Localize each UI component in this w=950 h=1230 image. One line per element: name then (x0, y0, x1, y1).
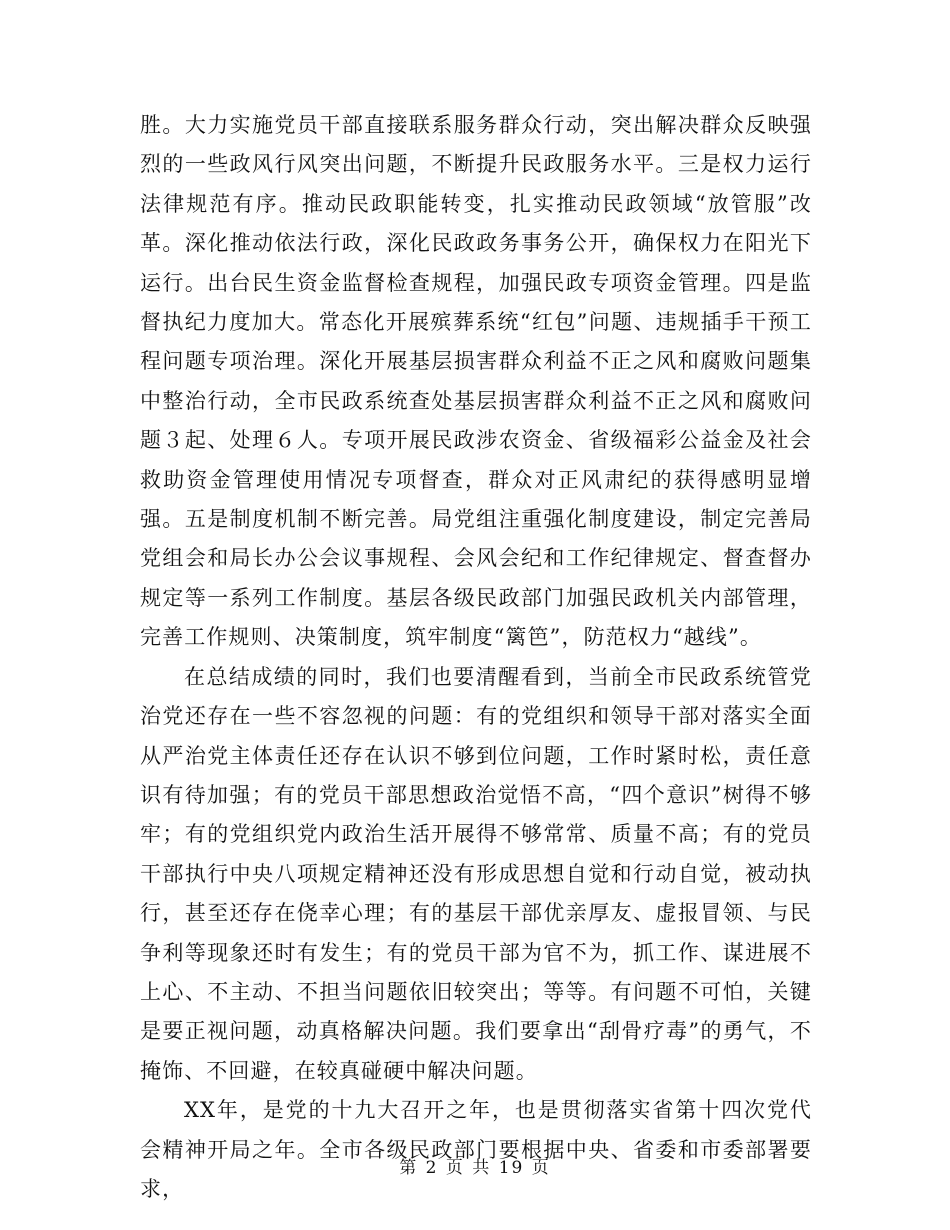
page-footer: 第 2 页 共 19 页 (399, 1158, 551, 1178)
paragraph-2: 在总结成绩的同时，我们也要清醒看到，当前全市民政系统管党治党还存在一些不容忽视的问题：有的党组织和领导干部对落实全面从严治党主体责任还存在认识不够到位问题，工作时紧时松，责任意识有待加强；有的党员干部思想政治觉悟不高，“四个意识”树得不够牢；有的党组织党内政治生活开展得不够常常、质量不高；有的党员干部执行中央八项规定精神还没有形成思想自觉和行动自觉，被动执行，甚至还存在侥幸心理；有的基层干部优亲厚友、虚报冒领、与民争利等现象还时有发生；有的党员干部为官不为，抓工作、谋进展不上心、不主动、不担当问题依旧较突出；等等。有问题不可怕，关键是要正视问题，动真格解决问题。我们要拿出“刮骨疗毒”的勇气，不掩饰、不回避，在较真碰硬中解决问题。 (140, 664, 812, 1083)
document-body (140, 106, 812, 1209)
paragraph-3: XX年，是党的十九大召开之年，也是贯彻落实省第十四次党代会精神开局之年。全市各级民政部门要根据中央、省委和市委部署要求， (140, 1098, 812, 1201)
paragraph-1: 胜。大力实施党员干部直接联系服务群众行动，突出解决群众反映强烈的一些政风行风突出问题，不断提升民政服务水平。三是权力运行法律规范有序。推动民政职能转变，扎实推动民政领域“放管服”改革。深化推动依法行政，深化民政政务事务公开，确保权力在阳光下运行。出台民生资金监督检查规程，加强民政专项资金管理。四是监督执纪力度加大。常态化开展殡葬系统“红包”问题、违规插手干预工程问题专项治理。深化开展基层损害群众利益不正之风和腐败问题集中整治行动，全市民政系统查处基层损害群众利益不正之风和腐败问题３起、处理６人。专项开展民政涉农资金、省级福彩公益金及社会救助资金管理使用情况专项督查，群众对正风肃纪的获得感明显增强。五是制度机制不断完善。局党组注重强化制度建设，制定完善局党组会和局长办公会议事规程、会风会纪和工作纪律规定、督查督办规定等一系列工作制度。基层各级民政部门加强民政机关内部管理，完善工作规则、决策制度，筑牢制度“篱笆”，防范权力“越线”。 (140, 113, 812, 650)
